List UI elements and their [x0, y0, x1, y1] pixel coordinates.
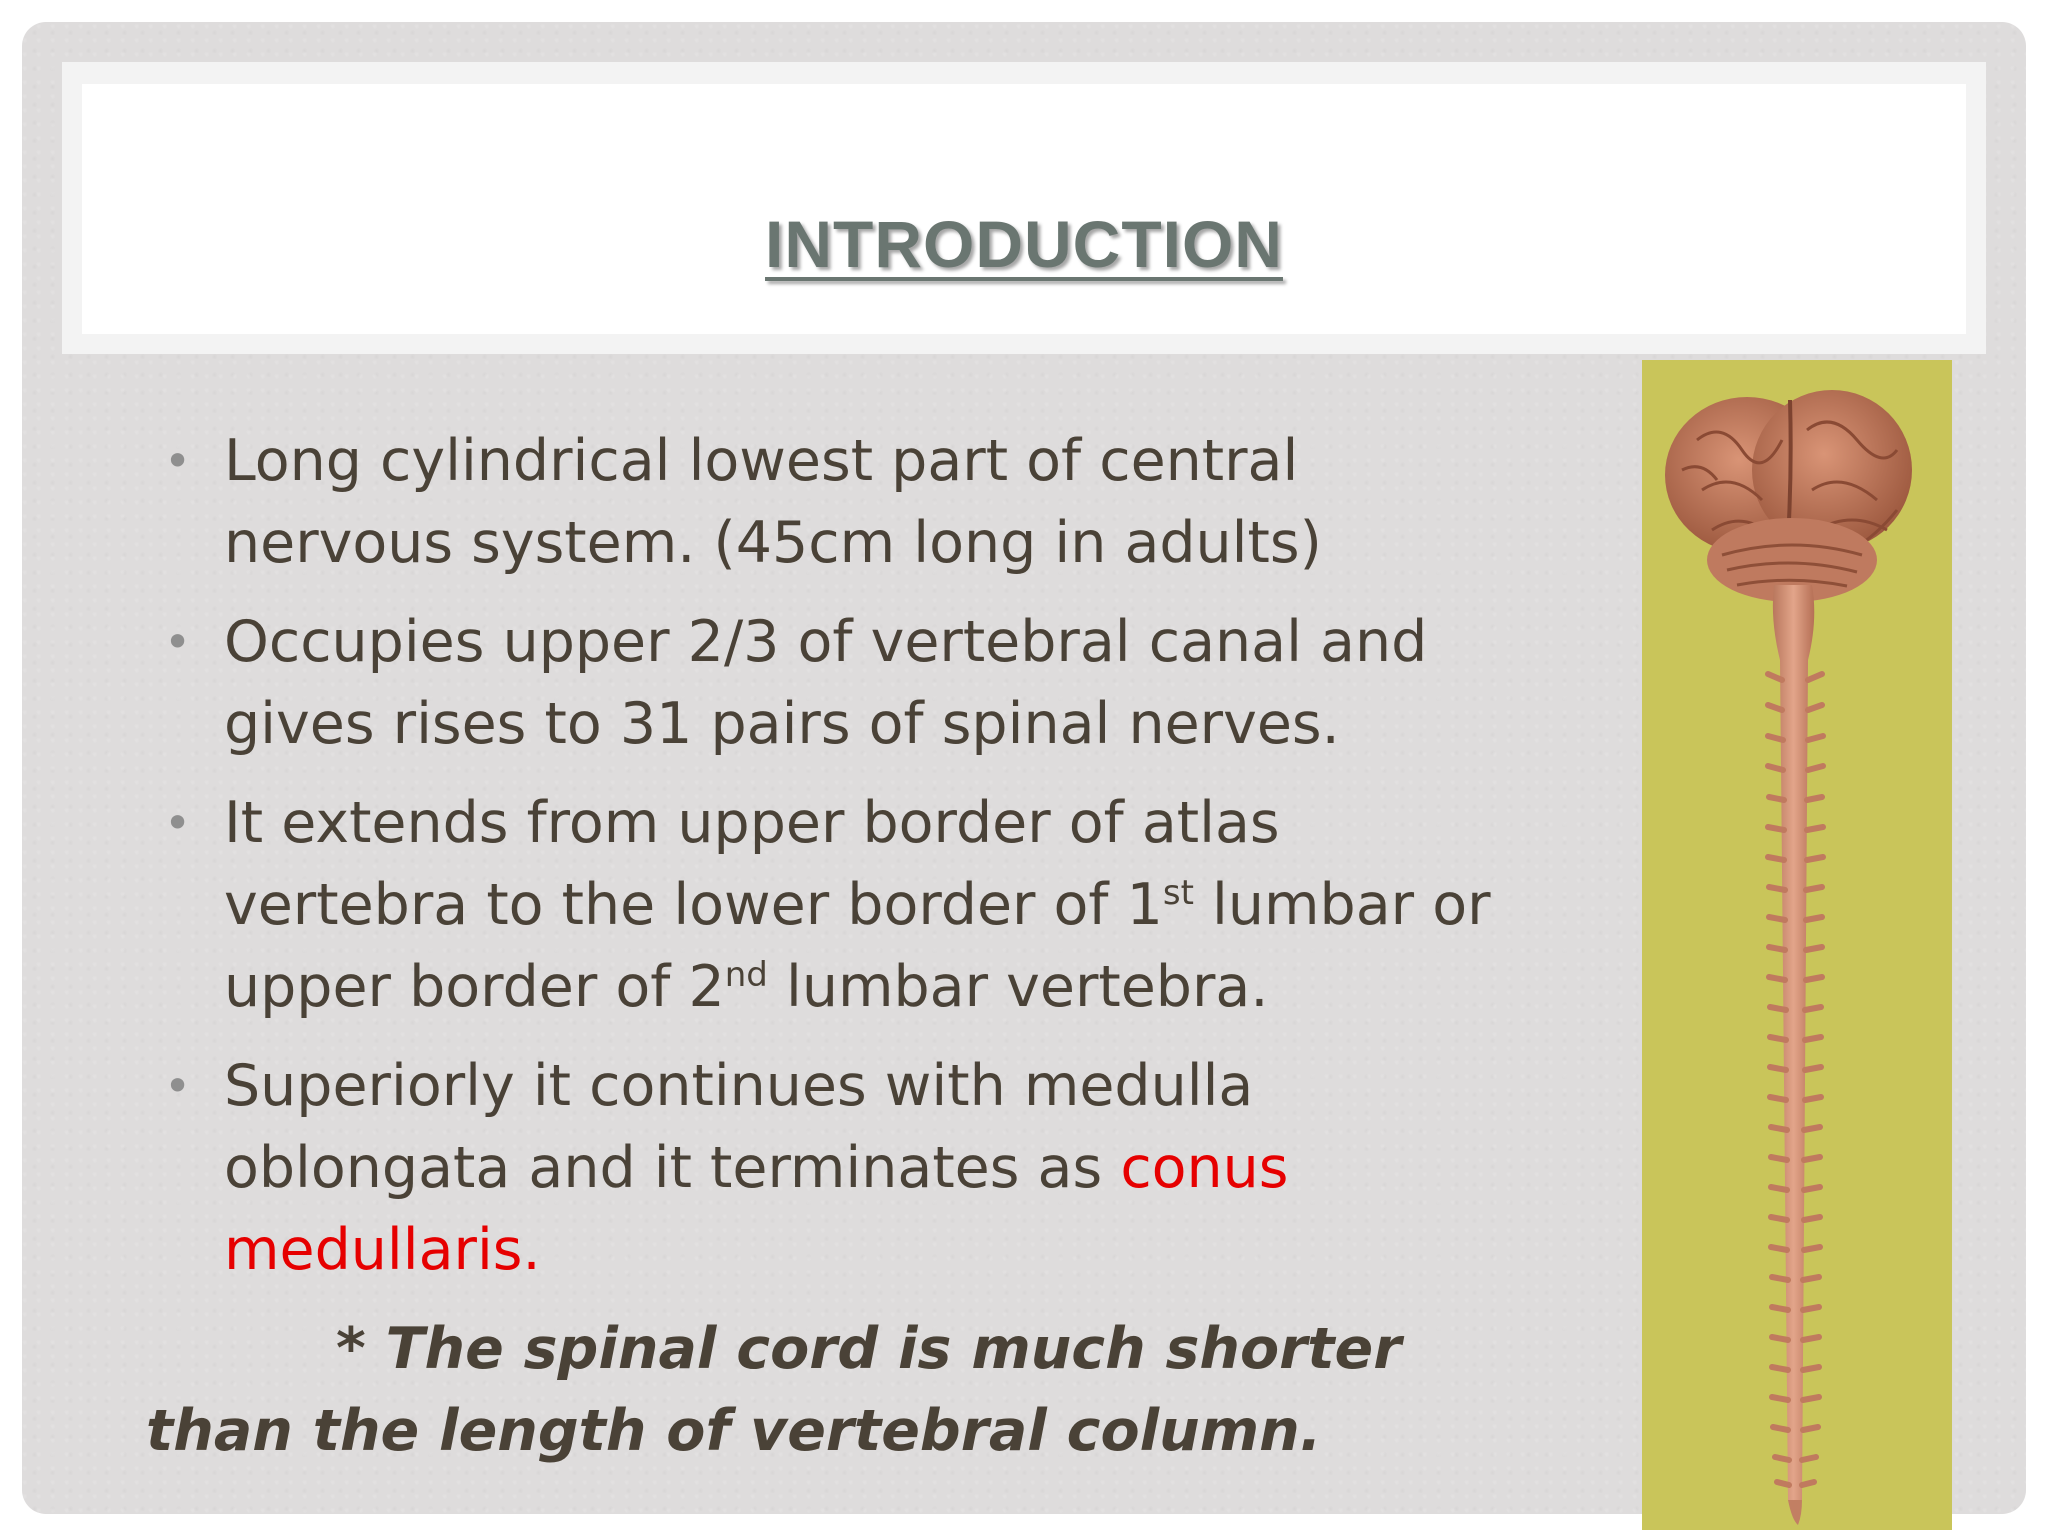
bullet-text: lumbar vertebra. [767, 954, 1269, 1020]
bullet-item [146, 1045, 1506, 1291]
brain-spinal-cord-illustration [1642, 360, 1952, 1530]
title-box [82, 84, 1966, 334]
superscript-st: st [1162, 873, 1194, 913]
footnote [146, 1308, 1506, 1472]
bullet-dot-icon: • [164, 796, 192, 850]
bullet-dot-icon: • [164, 434, 192, 488]
slide-title: INTRODUCTION [765, 207, 1283, 281]
bullet-item [146, 601, 1506, 765]
bullet-text: Superiorly it continues with medulla oblongata and it terminates as [224, 1053, 1254, 1201]
bullet-item [146, 782, 1506, 1028]
footnote-text: * The spinal cord is much shorter than the length of vertebral column. [146, 1316, 1402, 1464]
bullet-dot-icon: • [164, 615, 192, 669]
bullet-text: It extends from upper border of atlas vertebra to the lower border of 1 [224, 790, 1280, 938]
superscript-nd: nd [724, 955, 768, 995]
bullet-dot-icon: • [164, 1059, 192, 1113]
brain-spinal-cord-image [1642, 360, 1952, 1530]
slide [22, 22, 2026, 1514]
title-band [62, 62, 1986, 354]
content-area [146, 420, 1506, 1472]
highlight-term: conus medullaris. [224, 1135, 1289, 1283]
bullet-text: Long cylindrical lowest part of central nervous system. (45cm long in adults) [224, 428, 1322, 576]
bullet-text: Occupies upper 2/3 of vertebral canal and gives rises to 31 pairs of spinal nerves. [224, 609, 1428, 757]
bullet-list [146, 420, 1506, 1291]
bullet-text: lumbar or upper border of 2 [224, 872, 1491, 1020]
bullet-item [146, 420, 1506, 584]
